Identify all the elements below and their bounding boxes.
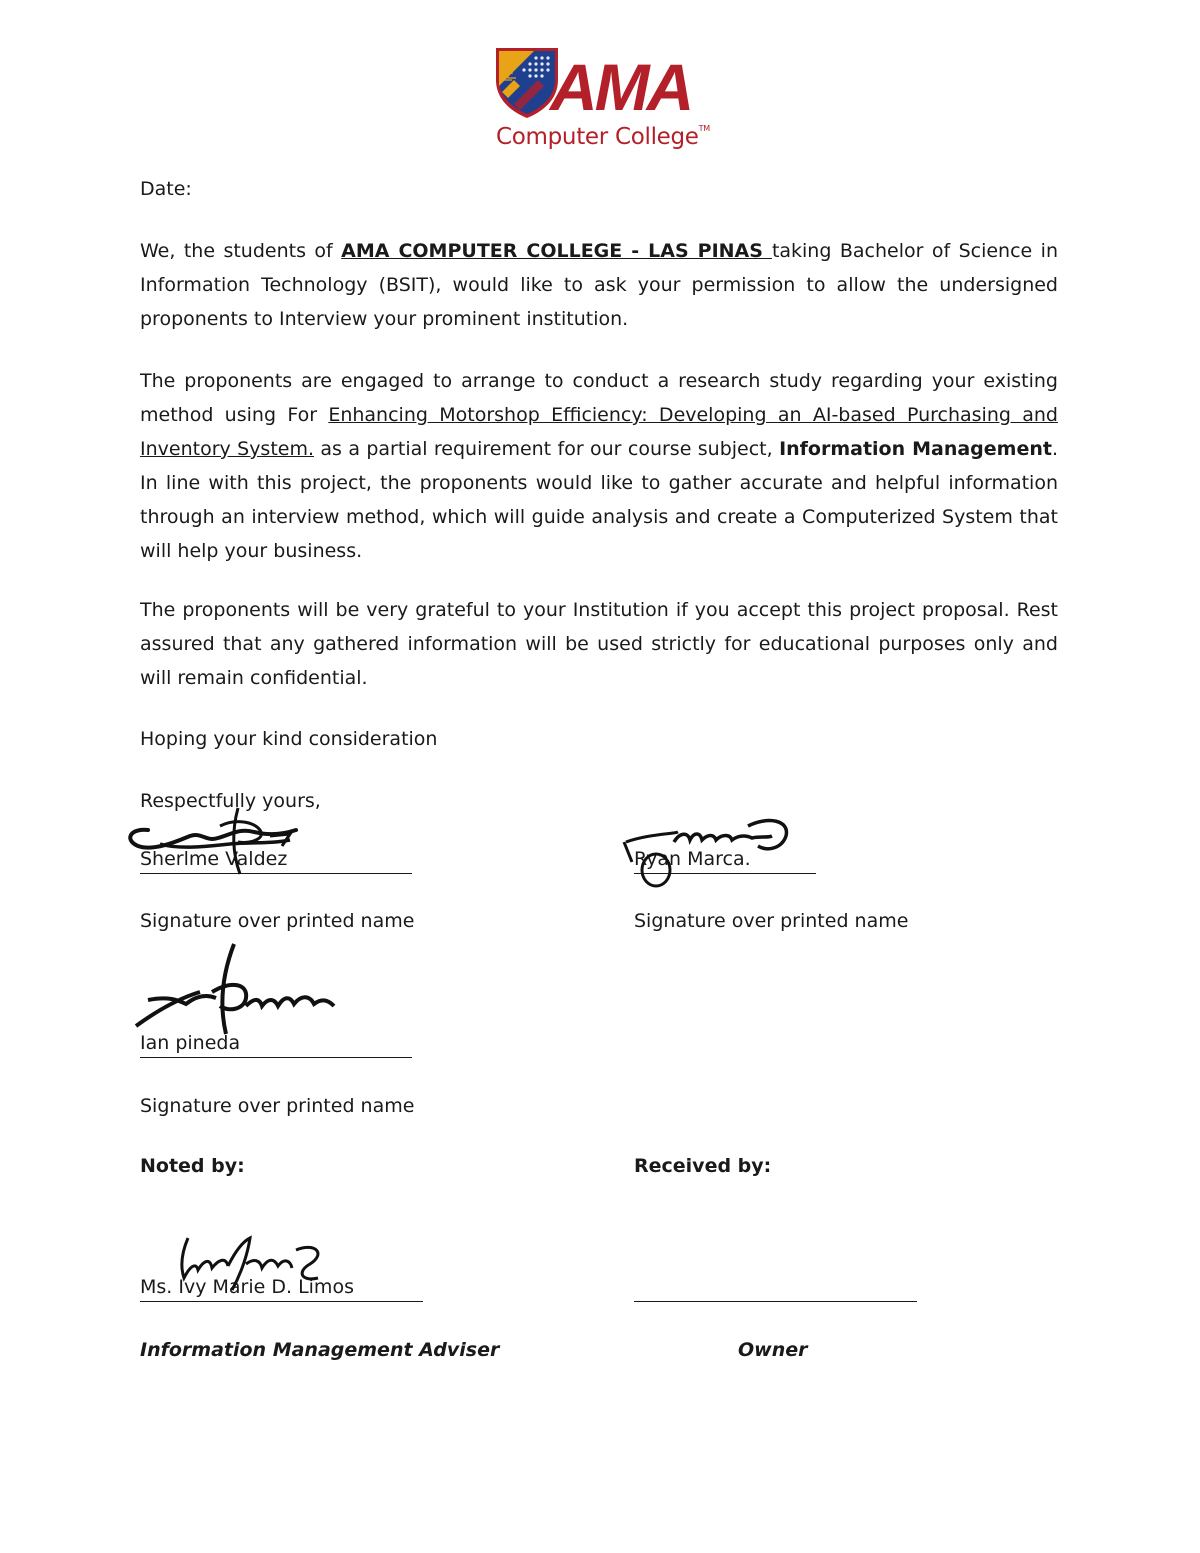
adviser-name: Ms. Ivy Marie D. Limos	[140, 1273, 423, 1302]
school-name: AMA COMPUTER COLLEGE - LAS PINAS	[341, 240, 772, 262]
adviser-title: Information Management Adviser	[140, 1339, 500, 1361]
received-by-label: Received by:	[634, 1155, 772, 1177]
course-subject: Information Management	[779, 438, 1052, 460]
project-title: Enhancing Motorshop Efficiency: Developing an AI-based Purchasing and Inventory System.	[140, 404, 1058, 460]
date-label: Date:	[140, 178, 192, 200]
paragraph-2: The proponents are engaged to arrange to conduct a research study regarding your existing method using For Enhancing Motorshop Efficiency: Developing an AI-based Purchasing and Inventory System. as a partial requirement for our course subject, Information Management. In line with this project, the proponents would like to gather accurate and helpful information through an interview method, which will guide analysis and create a Computerized System that will help your business.	[140, 370, 1058, 562]
signatory-2-name: Ryan Marca.	[634, 845, 816, 874]
signatory-3-name: Ian pineda	[140, 1029, 412, 1058]
owner-signature-line	[634, 1273, 917, 1302]
logo-brand: AMA	[550, 50, 692, 124]
signature-adviser-icon	[170, 1228, 330, 1298]
signatory-1-name: Sherlme Valdez	[140, 845, 412, 874]
owner-title: Owner	[738, 1339, 808, 1361]
signature-2-icon	[618, 812, 798, 892]
signatory-2-caption: Signature over printed name	[634, 910, 909, 932]
ama-logo	[494, 46, 719, 154]
trademark: TM	[698, 124, 710, 133]
signature-1-icon	[120, 800, 310, 880]
signature-3-icon	[128, 940, 348, 1040]
signatory-3-caption: Signature over printed name	[140, 1095, 415, 1117]
paragraph-3: The proponents will be very grateful to your Institution if you accept this project proposal. Rest assured that any gathered information will be used strictly for educational purposes only and will remain confidential.	[140, 599, 1058, 689]
closing-hope: Hoping your kind consideration	[140, 728, 438, 750]
signatory-1-caption: Signature over printed name	[140, 910, 415, 932]
logo-subtitle: Computer College™	[496, 124, 710, 150]
closing-respectfully: Respectfully yours,	[140, 790, 321, 812]
paragraph-1: We, the students of AMA COMPUTER COLLEGE - LAS PINAS taking Bachelor of Science in Information Technology (BSIT), would like to ask your permission to allow the undersigned proponents to Interview your prominent institution.	[140, 240, 1058, 330]
noted-by-label: Noted by:	[140, 1155, 245, 1177]
